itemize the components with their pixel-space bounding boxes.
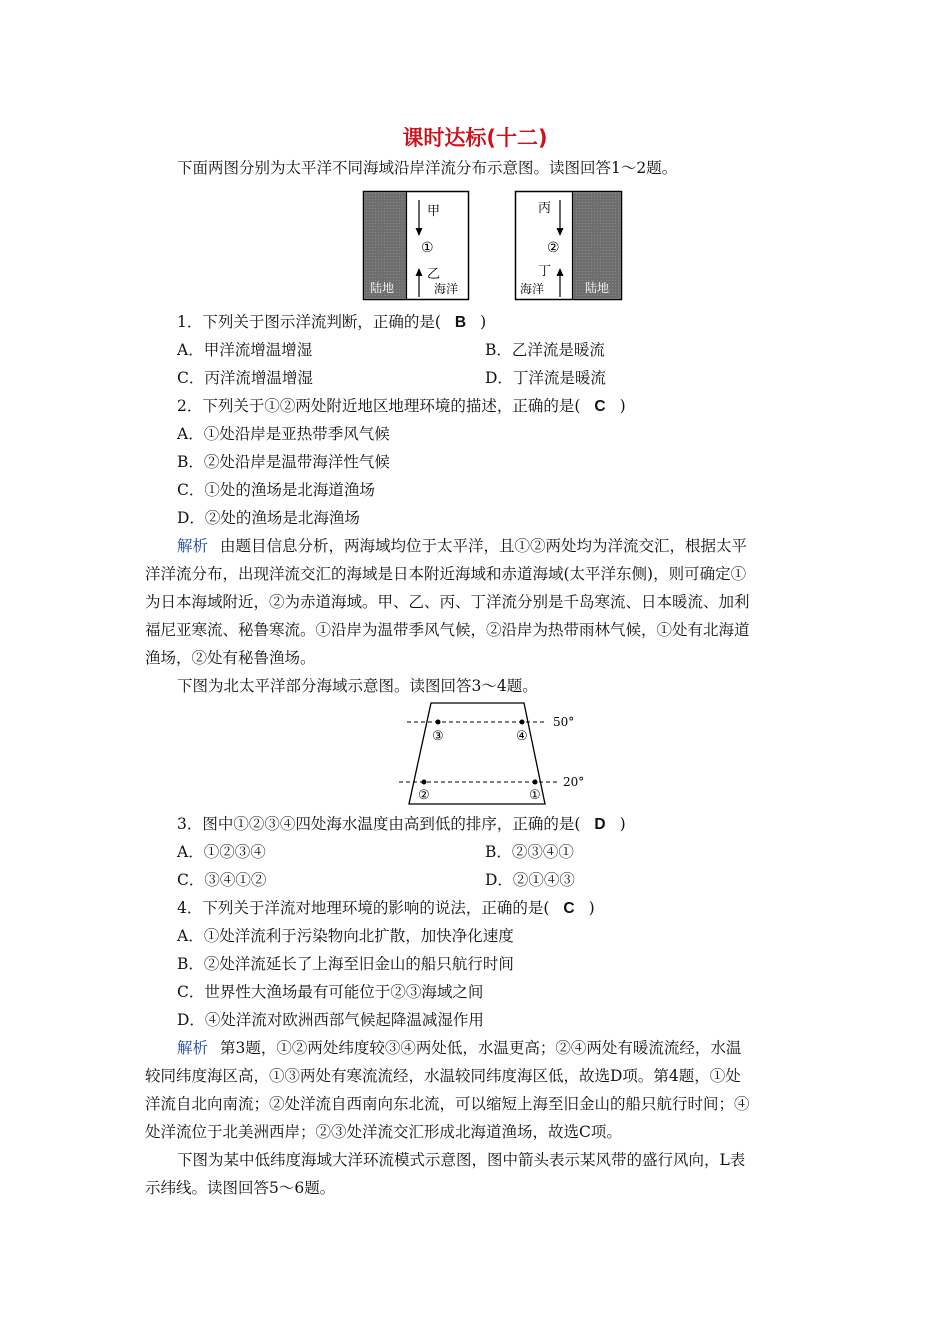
figure-1-left-bottom-label: 乙 — [427, 267, 441, 282]
question-3-option-c: C．③④①② — [177, 871, 267, 889]
question-4-option-b: B．②处洋流延长了上海至旧金山的船只航行时间 — [177, 955, 514, 973]
question-2-option-a: A．①处沿岸是亚热带季风气候 — [177, 425, 390, 443]
page-title: 课时达标(十二) — [402, 126, 548, 150]
figure-1-right-mid-label: ② — [547, 240, 560, 256]
latitude-20-label: 20° — [563, 775, 585, 789]
question-4-stem: 4．下列关于洋流对地理环境的影响的说法，正确的是( C ) — [177, 899, 595, 917]
intro-text-3-line-2: 示纬线。读图回答5～6题。 — [145, 1179, 336, 1197]
figure-1-left-top-label: 甲 — [427, 204, 441, 219]
analysis-1-line-5: 渔场，②处有秘鲁渔场。 — [145, 649, 316, 667]
analysis-2-line-4: 处洋流位于北美洲西岸；②③处洋流交汇形成北海道渔场，故选C项。 — [145, 1123, 622, 1141]
question-3-answer: D — [594, 816, 606, 833]
question-2-option-c: C．①处的渔场是北海道渔场 — [177, 481, 375, 499]
question-1-option-c: C．丙洋流增温增湿 — [177, 369, 313, 387]
question-4-option-c: C．世界性大渔场最有可能位于②③海域之间 — [177, 983, 484, 1001]
analysis-1-label: 解析 — [177, 537, 209, 555]
question-4-option-a: A．①处洋流利于污染物向北扩散，加快净化速度 — [177, 927, 514, 945]
latitude-50-label: 50° — [553, 715, 575, 729]
analysis-1-line-2: 洋洋流分布，出现洋流交汇的海域是日本附近海域和赤道海域(太平洋东侧)，则可确定① — [145, 565, 747, 583]
question-1-answer: B — [454, 314, 467, 331]
figure-1-right-sea-label: 海洋 — [520, 282, 545, 296]
figure-1-left-sea-label: 海洋 — [434, 282, 459, 296]
question-2-option-d: D．②处的渔场是北海渔场 — [177, 509, 360, 527]
question-3-option-d: D．②①④③ — [485, 871, 575, 889]
question-1-option-b: B．乙洋流是暖流 — [485, 341, 605, 359]
analysis-1-line-4: 福尼亚寒流、秘鲁寒流。①沿岸为温带季风气候，②沿岸为热带雨林气候，①处有北海道 — [145, 621, 750, 639]
north-pacific-figure — [395, 700, 595, 810]
analysis-1-line-1: 解析 由题目信息分析，两海域均位于太平洋，且①②两处均为洋流交汇，根据太平 — [177, 537, 748, 555]
analysis-2-line-2: 较同纬度海区高，①③两处有寒流流经，水温较同纬度海区低，故选D项。第4题，①处 — [145, 1067, 741, 1085]
figure-1-right-land-label: 陆地 — [585, 281, 610, 295]
question-1-option-d: D．丁洋流是暖流 — [485, 369, 606, 387]
question-2-stem: 2．下列关于①②两处附近地区地理环境的描述，正确的是( C ) — [177, 397, 626, 415]
figure-1-right-top-label: 丙 — [538, 201, 552, 216]
question-4-option-d: D．④处洋流对欧洲西部气候起降温减湿作用 — [177, 1011, 484, 1029]
question-3-option-a: A．①②③④ — [177, 843, 266, 861]
analysis-2-line-3: 洋流自北向南流；②处洋流自西南向东北流，可以缩短上海至旧金山的船只航行时间；④ — [145, 1095, 750, 1113]
point-3-label: ③ — [432, 729, 444, 744]
analysis-2-line-1: 解析 第3题，①②两处纬度较③④两处低，水温更高；②④两处有暖流流经，水温 — [177, 1039, 742, 1057]
question-1-option-a: A．甲洋流增温增湿 — [177, 341, 313, 359]
figure-1-right-panel — [516, 192, 622, 300]
point-1-label: ① — [529, 788, 541, 803]
question-4-answer: C — [563, 900, 575, 917]
figure-1-left-panel — [364, 192, 469, 300]
figure-1-right-bottom-label: 丁 — [538, 264, 552, 279]
figure-1-left-land-label: 陆地 — [370, 281, 395, 295]
analysis-2-label: 解析 — [177, 1039, 209, 1057]
question-2-option-b: B．②处沿岸是温带海洋性气候 — [177, 453, 390, 471]
intro-text-3-line-1: 下图为某中低纬度海域大洋环流模式示意图，图中箭头表示某风带的盛行风向，L表 — [177, 1151, 746, 1169]
point-4-label: ④ — [516, 729, 528, 744]
question-3-option-b: B．②③④① — [485, 843, 574, 861]
question-3-stem: 3．图中①②③④四处海水温度由高到低的排序，正确的是( D ) — [177, 815, 626, 833]
intro-text-1: 下面两图分别为太平洋不同海域沿岸洋流分布示意图。读图回答1～2题。 — [177, 159, 678, 177]
question-2-answer: C — [594, 398, 606, 415]
analysis-1-line-3: 为日本海域附近，②为赤道海域。甲、乙、丙、丁洋流分别是千岛寒流、日本暖流、加利 — [145, 593, 750, 611]
intro-text-2: 下图为北太平洋部分海域示意图。读图回答3～4题。 — [177, 677, 538, 695]
ocean-current-figure-1 — [360, 190, 625, 302]
question-1-stem: 1．下列关于图示洋流判断，正确的是( B ) — [177, 313, 487, 331]
point-2-label: ② — [418, 788, 430, 803]
figure-1-left-mid-label: ① — [421, 240, 434, 256]
